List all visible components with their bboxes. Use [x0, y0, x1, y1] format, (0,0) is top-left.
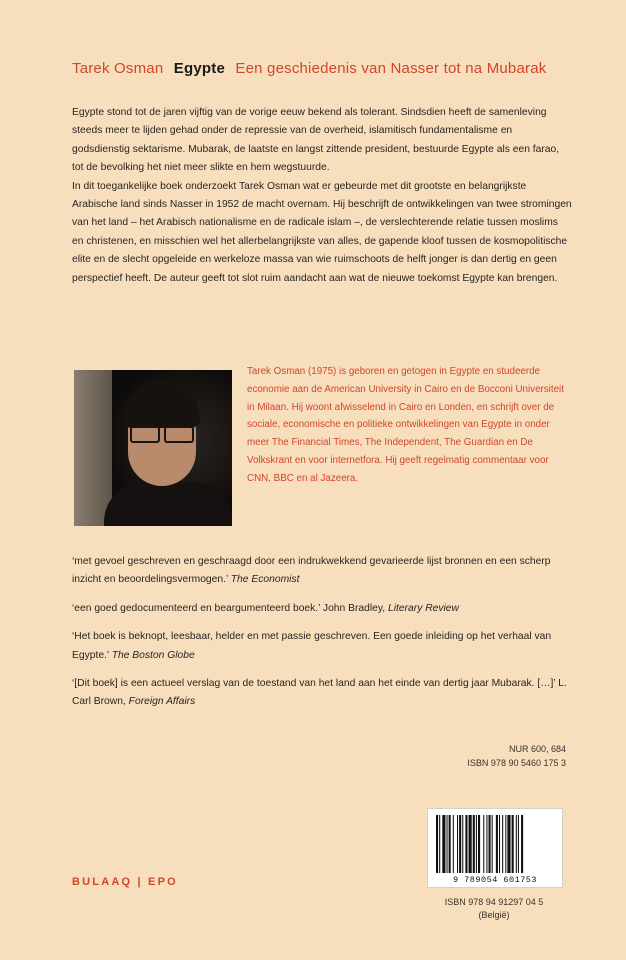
isbn-belgie-code: ISBN 978 94 91297 04 5 — [444, 897, 544, 907]
blurb-paragraph-1: Egypte stond tot de jaren vijftig van de vorige eeuw bekend als tolerant. Sindsdien heeft de samenleving steeds meer te lijden gehad onder de repressie van de overheid, islamitisch fundamentalisme en godsdienstig sektarisme. Mubarak, de laatste en langst zittende president, bestuurde Egypte als een farao, tot de bevolking het niet meer slikte en hem wegstuurde. — [72, 107, 560, 174]
quote-text: ‘Het boek is beknopt, leesbaar, helder en met passie geschreven. Een goede inleiding op het verhaal van Egypte.’ — [72, 631, 552, 661]
barcode-digits: 9 789054 601753 — [452, 875, 537, 885]
blurb-paragraph-2: In dit toegankelijke boek onderzoekt Tarek Osman wat er gebeurde met dit grootste en belangrijkste Arabische land sinds Nasser in 1952 de macht overnam. Hij beschrijft de ontwikkelingen van twee stromingen van het land – het Arabisch nationalisme en de radicale islam –, de verslechterende relatie tussen moslims en christenen, en misschien wel het allerbelangrijkste van alles, de gapende kloof tussen de kosmopolitische elite en de slecht opgeleide en werkeloze massa van wie ruimschoots de helft jonger is dan dertig en geen perspectief heeft. De auteur geeft tot slot ruim aandacht aan wat de nieuwe toekomst Egypte kan brengen. — [72, 180, 572, 284]
review-quote — [72, 553, 572, 590]
quote-text: ‘een goed gedocumenteerd en beargumenteerd boek.’ John Bradley, — [72, 602, 386, 614]
quote-text: ‘met gevoel geschreven en geschraagd door een indrukwekkend gevarieerde lijst bronnen en een scherp inzicht en beoordelingsvermogen.’ — [72, 556, 551, 586]
barcode-bars — [428, 809, 562, 875]
nur-code: NUR 600, 684 — [508, 744, 566, 754]
quote-source: The Boston Globe — [111, 649, 195, 661]
nur-isbn — [366, 742, 566, 770]
publisher-logo: BULAAQ | EPO — [72, 876, 178, 888]
isbn-code: ISBN 978 90 5460 175 3 — [467, 758, 566, 768]
author-name: Tarek Osman — [72, 60, 164, 77]
author-bio: Tarek Osman (1975) is geboren en getogen in Egypte en studeerde economie aan de American University in Cairo en de Bocconi Universiteit in Milaan. Hij woont afwisselend in Cairo en Londen, en schrijft over de sociale, economische en politieke ontwikkelingen van Egypte in onder meer The Financial Times, The Independent, The Guardian en De Volkskrant en voor internetfora. Hij geeft regelmatig commentaar voor CNN, BBC en al Jazeera. — [247, 366, 564, 484]
blurb — [72, 104, 572, 288]
isbn-belgie-label: (België) — [478, 910, 510, 920]
quote-source: Foreign Affairs — [128, 696, 196, 708]
isbn-barcode — [427, 808, 563, 888]
review-quote — [72, 675, 572, 712]
quote-source: Literary Review — [388, 602, 459, 614]
quote-text: ‘[Dit boek] is een actueel verslag van de toestand van het land aan het einde van dertig jaar Mubarak. […]’ L. Carl Brown, — [72, 678, 567, 708]
book-header — [72, 60, 592, 77]
book-title: Egypte — [173, 60, 225, 77]
review-quote — [72, 628, 572, 665]
author-photo — [74, 370, 232, 526]
isbn-belgie — [427, 896, 561, 922]
review-quote — [72, 600, 572, 618]
book-subtitle: Een geschiedenis van Nasser tot na Mubarak — [235, 60, 547, 77]
quote-source: The Economist — [230, 574, 300, 586]
review-quotes — [72, 553, 572, 722]
